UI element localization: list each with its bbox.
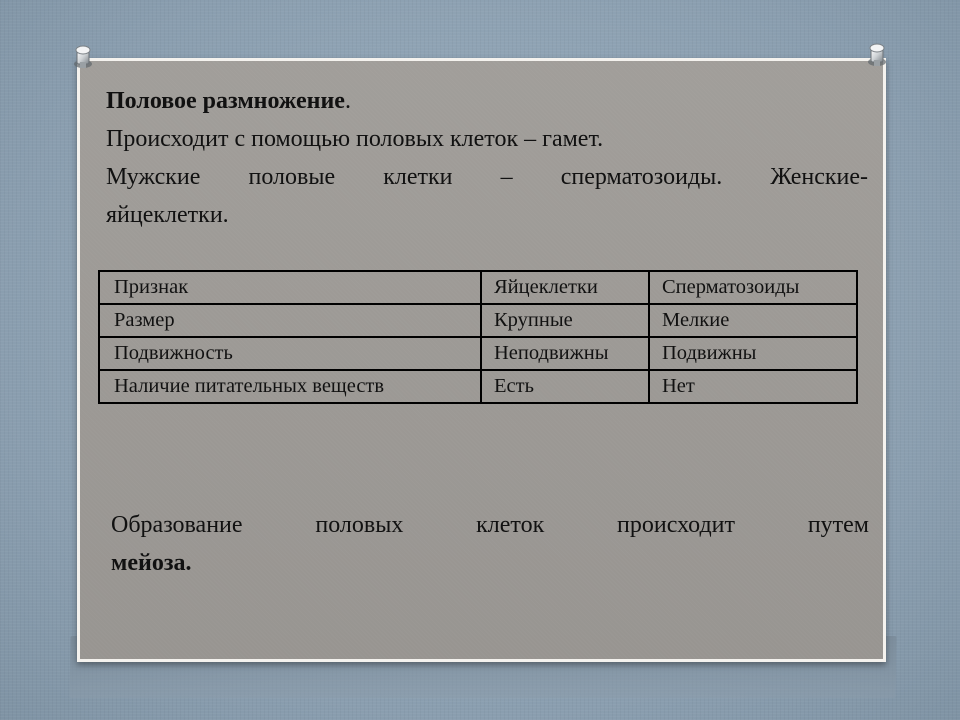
table-cell: Размер: [99, 304, 481, 337]
table-row: [99, 337, 857, 370]
table-cell: Признак: [99, 271, 481, 304]
meiosis-text: [111, 506, 869, 582]
table-row: [99, 304, 857, 337]
push-pin-icon: [862, 40, 892, 70]
table-cell: Наличие питательных веществ: [99, 370, 481, 403]
slide-title: [106, 82, 868, 120]
gametes-line: Происходит с помощью половых клеток – гамет.: [106, 126, 604, 152]
table-cell: Крупные: [481, 304, 649, 337]
slide-text: [106, 82, 868, 234]
table-cell: Подвижны: [649, 337, 857, 370]
comparison-table: [98, 270, 858, 404]
table-row: [99, 271, 857, 304]
table-cell: Неподвижны: [481, 337, 649, 370]
meiosis-word: мейоза.: [111, 550, 192, 576]
table-cell: Сперматозоиды: [649, 271, 857, 304]
table-cell: Есть: [481, 370, 649, 403]
slide-title-tail: .: [344, 88, 351, 114]
table-cell: Яйцеклетки: [481, 271, 649, 304]
table-cell: Мелкие: [649, 304, 857, 337]
meiosis-line-1: Образование половых клеток происходит путем: [111, 512, 869, 538]
table-row: [99, 370, 857, 403]
cells-line-2: яйцеклетки.: [106, 202, 229, 228]
push-pin-icon: [68, 42, 98, 72]
cells-line-1: Мужские половые клетки – сперматозоиды. Женские-: [106, 164, 868, 190]
table-cell: Нет: [649, 370, 857, 403]
table-cell: Подвижность: [99, 337, 481, 370]
slide-title-bold: Половое размножение: [106, 88, 345, 114]
